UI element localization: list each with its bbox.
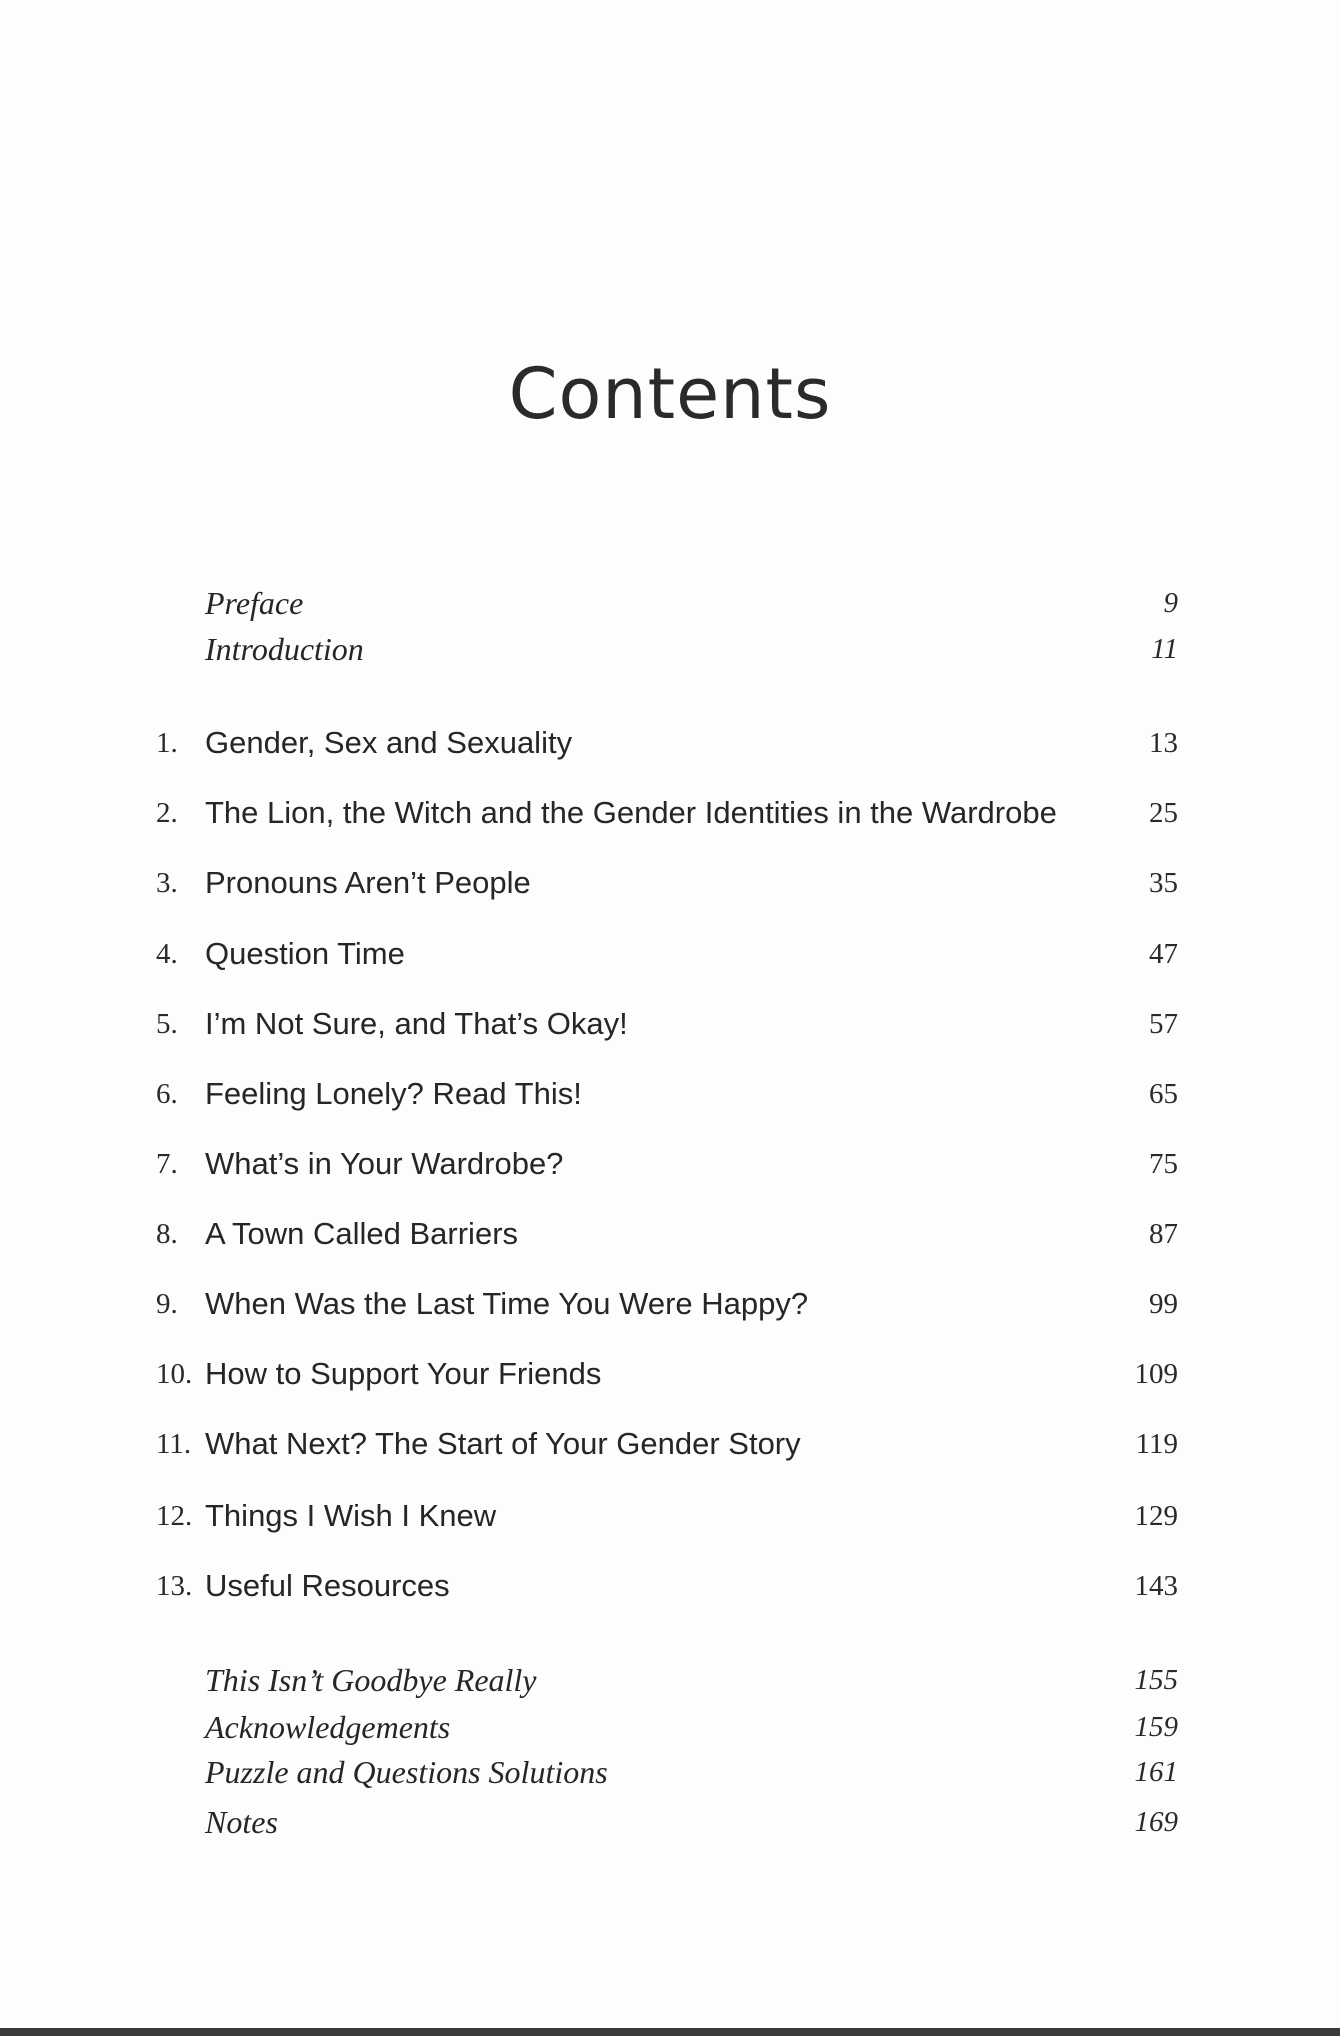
toc-entry-page: 25 bbox=[1149, 797, 1178, 829]
toc-entry-label: A Town Called Barriers bbox=[205, 1216, 519, 1251]
toc-entry-page: 99 bbox=[1149, 1288, 1178, 1320]
toc-entry-label: What’s in Your Wardrobe? bbox=[205, 1146, 564, 1181]
toc-entry-label: Things I Wish I Knew bbox=[205, 1498, 497, 1533]
toc-entry-chapter[interactable] bbox=[0, 860, 1340, 906]
toc-entry-label: Puzzle and Questions Solutions bbox=[205, 1754, 608, 1790]
chapter-number: 10. bbox=[156, 1358, 193, 1390]
toc-entry-label: This Isn’t Goodbye Really bbox=[205, 1662, 537, 1698]
toc-entry-label: Introduction bbox=[205, 631, 364, 667]
toc-entry-page: 65 bbox=[1149, 1078, 1178, 1110]
toc-entry-page: 169 bbox=[1134, 1806, 1178, 1838]
toc-entry-back-matter[interactable] bbox=[0, 1704, 1340, 1750]
chapter-number: 13. bbox=[156, 1570, 193, 1602]
toc-entry-page: 57 bbox=[1149, 1008, 1178, 1040]
toc-entry-chapter[interactable] bbox=[0, 1563, 1340, 1609]
toc-entry-label: Feeling Lonely? Read This! bbox=[205, 1076, 582, 1111]
chapter-number: 5. bbox=[156, 1008, 178, 1040]
toc-entry-front-matter[interactable] bbox=[0, 580, 1340, 626]
chapter-number: 2. bbox=[156, 797, 178, 829]
chapter-number: 9. bbox=[156, 1288, 178, 1320]
toc-entry-page: 75 bbox=[1149, 1148, 1178, 1180]
chapter-number: 12. bbox=[156, 1500, 193, 1532]
toc-entry-chapter[interactable] bbox=[0, 1141, 1340, 1187]
page-bottom-edge bbox=[0, 2028, 1340, 2036]
toc-entry-label: Pronouns Aren’t People bbox=[205, 865, 531, 900]
toc-entry-label: Useful Resources bbox=[205, 1568, 450, 1603]
toc-entry-page: 13 bbox=[1149, 727, 1178, 759]
toc-entry-page: 143 bbox=[1134, 1570, 1178, 1602]
toc-entry-page: 155 bbox=[1134, 1664, 1178, 1696]
toc-entry-label: What Next? The Start of Your Gender Story bbox=[205, 1426, 801, 1461]
toc-entry-page: 159 bbox=[1134, 1711, 1178, 1743]
toc-entry-chapter[interactable] bbox=[0, 1493, 1340, 1539]
toc-entry-label: I’m Not Sure, and That’s Okay! bbox=[205, 1006, 628, 1041]
chapter-number: 8. bbox=[156, 1218, 178, 1250]
toc-entry-label: Gender, Sex and Sexuality bbox=[205, 725, 573, 760]
toc-entry-chapter[interactable] bbox=[0, 790, 1340, 836]
toc-entry-front-matter[interactable] bbox=[0, 626, 1340, 672]
chapter-number: 3. bbox=[156, 867, 178, 899]
toc-entry-page: 35 bbox=[1149, 867, 1178, 899]
toc-entry-page: 87 bbox=[1149, 1218, 1178, 1250]
toc-entry-chapter[interactable] bbox=[0, 931, 1340, 977]
chapter-number: 6. bbox=[156, 1078, 178, 1110]
toc-entry-page: 129 bbox=[1134, 1500, 1178, 1532]
toc-entry-back-matter[interactable] bbox=[0, 1749, 1340, 1795]
toc-entry-label: How to Support Your Friends bbox=[205, 1356, 602, 1391]
toc-entry-page: 109 bbox=[1134, 1358, 1178, 1390]
toc-entry-label: Acknowledgements bbox=[205, 1709, 451, 1745]
toc-entry-page: 47 bbox=[1149, 938, 1178, 970]
toc-entry-page: 161 bbox=[1134, 1756, 1178, 1788]
toc-entry-label: Preface bbox=[205, 585, 304, 621]
page-title: Contents bbox=[508, 352, 832, 435]
toc-entry-chapter[interactable] bbox=[0, 1281, 1340, 1327]
toc-entry-page: 11 bbox=[1151, 633, 1178, 665]
toc-entry-chapter[interactable] bbox=[0, 720, 1340, 766]
toc-entry-label: When Was the Last Time You Were Happy? bbox=[205, 1286, 809, 1321]
chapter-number: 7. bbox=[156, 1148, 178, 1180]
toc-entry-chapter[interactable] bbox=[0, 1071, 1340, 1117]
chapter-number: 1. bbox=[156, 727, 178, 759]
toc-entry-label: The Lion, the Witch and the Gender Identities in the Wardrobe bbox=[205, 795, 1057, 830]
toc-entry-chapter[interactable] bbox=[0, 1001, 1340, 1047]
toc-entry-page: 119 bbox=[1135, 1428, 1178, 1460]
toc-entry-label: Question Time bbox=[205, 936, 405, 971]
chapter-number: 4. bbox=[156, 938, 178, 970]
toc-entry-back-matter[interactable] bbox=[0, 1799, 1340, 1845]
toc-entry-chapter[interactable] bbox=[0, 1351, 1340, 1397]
toc-entry-chapter[interactable] bbox=[0, 1211, 1340, 1257]
chapter-number: 11. bbox=[156, 1428, 192, 1460]
toc-entry-back-matter[interactable] bbox=[0, 1657, 1340, 1703]
toc-entry-chapter[interactable] bbox=[0, 1421, 1340, 1467]
toc-entry-label: Notes bbox=[205, 1804, 278, 1840]
toc-entry-page: 9 bbox=[1163, 587, 1178, 619]
